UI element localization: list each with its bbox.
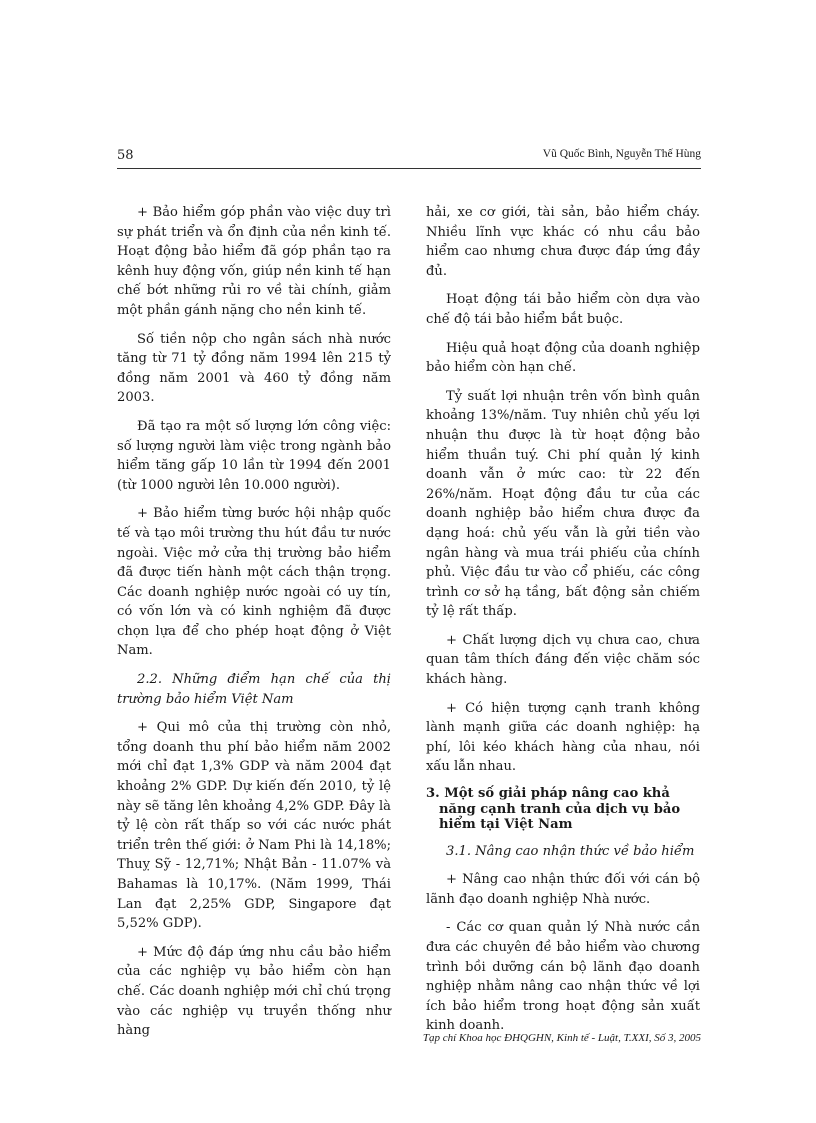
paragraph: + Có hiện tượng cạnh tranh không lành mạnh giữa các doanh nghiệp: hạ phí, lôi kéo khách hàng của nhau, nói xấu lẫn nhau. xyxy=(426,700,700,775)
paragraph: + Chất lượng dịch vụ chưa cao, chưa quan tâm thích đáng đến việc chăm sóc khách hàng. xyxy=(426,632,700,688)
paragraph: Đã tạo ra một số lượng lớn công việc: số lượng người làm việc trong ngành bảo hiểm tăng gấp 10 lần từ 1994 đến 2001 (từ 1000 người lên 10.000 người). xyxy=(117,418,391,493)
section-heading: 3. Một số giải pháp nâng cao khả năng cạnh tranh của dịch vụ bảo hiểm tại Việt Nam xyxy=(426,786,681,833)
right-column xyxy=(426,203,700,1045)
paragraph: Số tiền nộp cho ngân sách nhà nước tăng từ 71 tỷ đồng năm 1994 lên 215 tỷ đồng năm 2001 và 460 tỷ đồng năm 2003. xyxy=(117,331,391,406)
page-header xyxy=(117,148,701,168)
paragraph: + Qui mô của thị trường còn nhỏ, tổng doanh thu phí bảo hiểm năm 2002 mới chỉ đạt 1,3% GDP và năm 2004 đạt khoảng 2% GDP. Dự kiến đến 2010, tỷ lệ này sẽ tăng lên khoảng 4,2% GDP. Đây là tỷ lệ còn rất thấp so với các nước phát triển trên thế giới: ở Nam Phi là 14,18%; Thuỵ Sỹ - 12,71%; Nhật Bản - 11.07% và Bahamas là 10,17%. (Năm 1999, Thái Lan đạt 2,25% GDP, Singapore đạt 5,52% GDP). xyxy=(117,720,391,932)
journal-footer: Tạp chí Khoa học ĐHQGHN, Kinh tế - Luật, T.XXI, Số 3, 2005 xyxy=(422,1032,701,1044)
subsection-heading: 3.1. Nâng cao nhận thức về bảo hiểm xyxy=(446,843,695,859)
paragraph: + Mức độ đáp ứng nhu cầu bảo hiểm của các nghiệp vụ bảo hiểm còn hạn chế. Các doanh nghiệp mới chỉ chú trọng vào các nghiệp vụ truyền thống như hàng xyxy=(117,944,391,1039)
paragraph: - Các cơ quan quản lý Nhà nước cần đưa các chuyên đề bảo hiểm vào chương trình bồi dưỡng cán bộ lãnh đạo doanh nghiệp nhằm nâng cao nhận thức về lợi ích bảo hiểm trong hoạt động sản xuất kinh doanh. xyxy=(426,920,700,1034)
left-column xyxy=(117,203,391,1050)
subsection-heading: 2.2. Những điểm hạn chế của thị trường bảo hiểm Việt Nam xyxy=(117,672,391,707)
paragraph: + Bảo hiểm góp phần vào việc duy trì sự phát triển và ổn định của nền kinh tế. Hoạt động bảo hiểm đã góp phần tạo ra kênh huy động vốn, giúp nền kinh tế hạn chế bớt những rủi ro về tài chính, giảm một phần gánh nặng cho nền kinh tế. xyxy=(117,205,391,318)
paragraph: Hiệu quả hoạt động của doanh nghiệp bảo hiểm còn hạn chế. xyxy=(426,340,700,376)
paragraph: + Nâng cao nhận thức đối với cán bộ lãnh đạo doanh nghiệp Nhà nước. xyxy=(426,872,700,907)
paragraph: + Bảo hiểm từng bước hội nhập quốc tế và tạo môi trường thu hút đầu tư nước ngoài. Việc mở cửa thị trường bảo hiểm đã được tiến hành một cách thận trọng. Các doanh nghiệp nước ngoài có uy tín, có vốn lớn và có kinh nghiệm đã được chọn lựa để cho phép hoạt động ở Việt Nam. xyxy=(117,506,391,659)
running-head-authors: Vũ Quốc Bình, Nguyễn Thế Hùng xyxy=(542,148,701,160)
header-rule xyxy=(117,168,701,169)
paragraph: hải, xe cơ giới, tài sản, bảo hiểm cháy. Nhiều lĩnh vực khác có nhu cầu bảo hiểm cao nhưng chưa được đáp ứng đầy đủ. xyxy=(426,205,700,279)
page-number: 58 xyxy=(117,148,134,163)
paragraph: Tỷ suất lợi nhuận trên vốn bình quân khoảng 13%/năm. Tuy nhiên chủ yếu lợi nhuận thu được là từ hoạt động bảo hiểm thuần tuý. Chi phí quản lý kinh doanh vẫn ở mức cao: từ 22 đến 26%/năm. Hoạt động đầu tư của các doanh nghiệp bảo hiểm chưa được đa dạng hoá: chủ yếu vẫn là gửi tiền vào ngân hàng và mua trái phiếu của chính phủ. Việc đầu tư vào cổ phiếu, các công trình cơ sở hạ tầng, bất động sản chiếm tỷ lệ rất thấp. xyxy=(426,388,700,620)
paragraph: Hoạt động tái bảo hiểm còn dựa vào chế độ tái bảo hiểm bắt buộc. xyxy=(426,292,700,327)
